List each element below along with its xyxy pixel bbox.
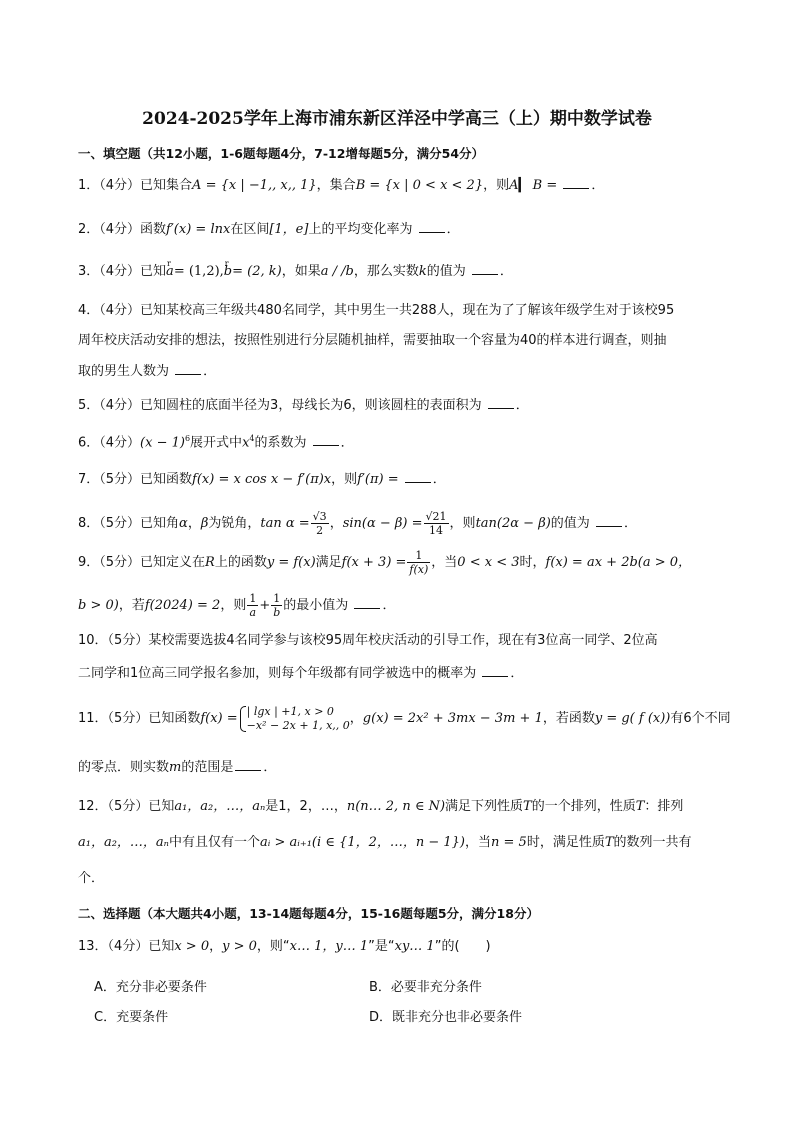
answer-blank <box>175 362 201 375</box>
question-12-line-3: 个． <box>78 871 105 886</box>
question-1: 1．（4分）已知集合A = {x | −1,, x,, 1}，集合B = {x | 0 < x < 2}，则A▎ B = ． <box>78 178 605 193</box>
fraction-1-over-a: $\frac{1}{a}$ <box>249 592 257 619</box>
answer-blank <box>405 470 431 483</box>
answer-blank <box>313 433 339 446</box>
fraction-sin: $\frac{√21}{14}$ <box>425 510 447 537</box>
section-choice-heading: 二、选择题（本大题共4小题，13-14题每题4分，15-16题每题5分，满分18分） <box>78 906 539 921</box>
question-3: 3．（4分）已知r a= (1,2),r b= (2, k)，如果a / /b，那么实数k的值为 ． <box>78 262 513 281</box>
question-10-line-1: 10．（5分）某校需要选拔4名同学参与该校95周年校庆活动的引导工作，现在有3位高一同学、2位高 <box>78 633 658 648</box>
piecewise-function: | lgx | +1, x > 0 −x² − 2x + 1, x,, 0 <box>238 705 350 733</box>
fraction-tan: $\frac{√3}{2}$ <box>312 510 327 537</box>
question-11-line-1: 11．（5分）已知函数f(x) = | lgx | +1, x > 0 −x² − 2x + 1, x,, 0 ，g(x) = 2x² + 3mx − 3m + 1，若函数y = g( f (x))有6个不同 <box>78 704 731 732</box>
option-c[interactable]: C．充要条件 <box>94 1010 169 1025</box>
question-8: 8．（5分）已知角α，β为锐角，tan α = $\frac{√3}{2}$ ，sin(α − β) = $\frac{√21}{14}$ ，则tan(2α − β)的值为 ． <box>78 510 637 537</box>
question-6: 6．（4分）$(x - 1)^6$展开式中$x^4$的系数为 ． <box>78 434 354 451</box>
page-title: 2024-2025学年上海市浦东新区洋泾中学高三（上）期中数学试卷 <box>142 109 652 129</box>
option-b[interactable]: B．必要非充分条件 <box>369 980 482 995</box>
answer-blank <box>563 176 589 189</box>
answer-blank <box>419 220 445 233</box>
question-10-line-2: 二同学和1位高三同学报名参加，则每个年级都有同学被选中的概率为 ． <box>78 666 524 681</box>
question-12-line-1: 12．（5分）已知a₁，a₂，…，aₙ是1，2，…，n(n… 2, n ∈ N)满足下列性质T的一个排列，性质T：排列 <box>78 799 684 814</box>
question-13: 13．（4分）已知x > 0，y > 0，则“x… 1，y… 1”是“xy… 1”的( ) <box>78 939 491 954</box>
answer-blank <box>472 262 498 275</box>
answer-blank <box>235 758 261 771</box>
section-fill-in-heading: 一、填空题（共12小题，1-6题每题4分，7-12增每题5分，满分54分） <box>78 146 485 161</box>
question-5: 5．（4分）已知圆柱的底面半径为3，母线长为6，则该圆柱的表面积为 ． <box>78 398 529 413</box>
option-a[interactable]: A．充分非必要条件 <box>94 980 207 995</box>
answer-blank <box>596 514 622 527</box>
fraction-recip: $\frac{1}{f(x)}$ <box>409 549 429 576</box>
question-4-line-3: 取的男生人数为 ． <box>78 364 217 379</box>
question-11-line-2: 的零点．则实数m的范围是 ． <box>78 760 277 775</box>
question-9-line-2: b > 0)，若f(2024) = 2，则 $\frac{1}{a}$ + $\frac{1}{b}$ 的最小值为 ． <box>78 592 396 619</box>
answer-blank <box>354 596 380 609</box>
question-2: 2．（4分）函数f′(x) = lnx在区间[1，e]上的平均变化率为 ． <box>78 222 460 237</box>
question-9-line-1: 9．（5分）已知定义在R上的函数y = f(x)满足f(x + 3) = $\frac{1}{f(x)}$ ，当0 < x < 3时，f(x) = ax + 2b(a > 0， <box>78 549 692 576</box>
question-4-line-1: 4．（4分）已知某校高三年级共480名同学，其中男生一共288人，现在为了了解该年级学生对于该校95 <box>78 303 675 318</box>
fraction-1-over-b: $\frac{1}{b}$ <box>273 592 281 619</box>
question-12-line-2: a₁，a₂，…，aₙ中有且仅有一个aᵢ > aᵢ₊₁(i ∈ {1，2，…，n − 1})，当n = 5时，满足性质T的数列一共有 <box>78 835 692 850</box>
answer-blank <box>488 396 514 409</box>
question-7: 7．（5分）已知函数f(x) = x cos x − f′(π)x，则f′(π) = ． <box>78 472 446 487</box>
option-d[interactable]: D．既非充分也非必要条件 <box>369 1010 523 1025</box>
question-4-line-2: 周年校庆活动安排的想法，按照性别进行分层随机抽样，需要抽取一个容量为40的样本进行调查，则抽 <box>78 333 667 348</box>
answer-blank <box>482 664 508 677</box>
